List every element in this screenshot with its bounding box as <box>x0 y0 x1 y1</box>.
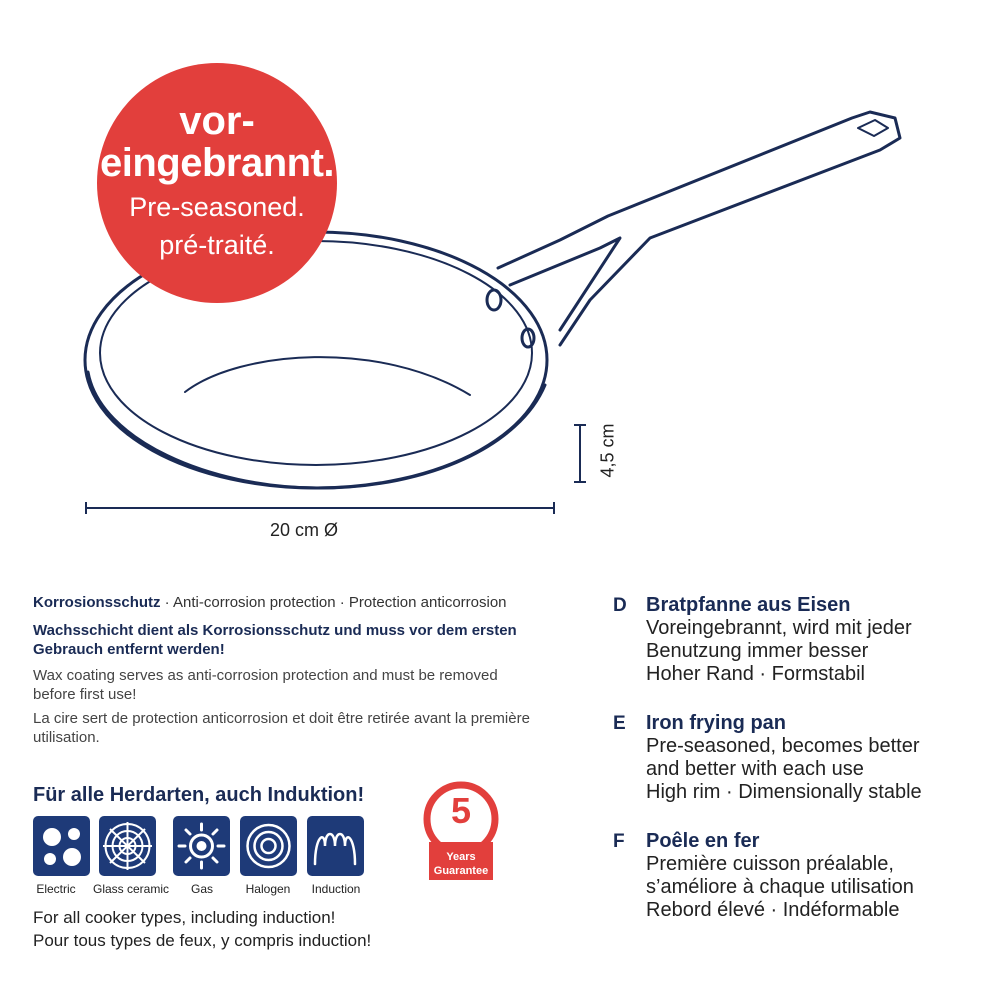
corrosion-heading-rest: · Anti-corrosion protection · Protection anticorrosion <box>160 594 507 611</box>
section-line-en-1: Pre-seasoned, becomes better <box>646 735 920 757</box>
section-line-fr-3: Rebord élevé · Indéformable <box>646 899 900 921</box>
section-line-fr-2: s’améliore à chaque utilisation <box>646 876 914 898</box>
guarantee-number: 5 <box>450 790 472 831</box>
hob-label-gas: Gas <box>190 882 213 896</box>
badge-line-4: pré-traité. <box>159 230 275 260</box>
electric-hob-icon <box>33 816 90 876</box>
glass-ceramic-hob-icon <box>99 816 156 876</box>
badge-line-1: vor- <box>179 99 255 143</box>
induction-hob-icon <box>307 816 364 876</box>
gas-hob-icon <box>173 816 230 876</box>
hob-label-halogen: Halogen <box>245 882 291 896</box>
guarantee-years: Years <box>446 851 476 863</box>
lang-code-en: E <box>613 713 626 734</box>
corrosion-heading <box>33 594 507 611</box>
hob-label-glass-ceramic: Glass ceramic <box>92 882 169 896</box>
section-title-en: Iron frying pan <box>646 712 786 734</box>
width-dimension-label: 20 cm Ø <box>270 520 339 540</box>
section-line-en-3: High rim · Dimensionally stable <box>646 781 922 803</box>
wax-note-en: Wax coating serves as anti-corrosion protection and must be removed before first use! <box>33 667 498 703</box>
wax-note-fr: La cire sert de protection anticorrosion et doit être retirée avant la première utilisation. <box>33 710 530 746</box>
lang-code-fr: F <box>613 831 625 852</box>
hob-title: Für alle Herdarten, auch Induktion! <box>33 784 365 806</box>
badge-line-2: eingebrannt. <box>99 141 335 185</box>
section-line-de-2: Benutzung immer besser <box>646 640 869 662</box>
wax-note-de: Wachsschicht dient als Korrosionsschutz und muss vor dem ersten Gebrauch entfernt werden! <box>33 622 517 658</box>
section-line-de-1: Voreingebrannt, wird mit jeder <box>646 617 912 639</box>
section-line-de-3: Hoher Rand · Formstabil <box>646 663 865 685</box>
section-title-de: Bratpfanne aus Eisen <box>646 594 851 616</box>
halogen-hob-icon <box>240 816 297 876</box>
badge-line-3: Pre-seasoned. <box>129 192 305 222</box>
height-dimension-label: 4,5 cm <box>597 423 618 478</box>
lang-code-de: D <box>613 595 627 616</box>
pre-seasoned-badge <box>97 63 337 303</box>
section-line-fr-1: Première cuisson préalable, <box>646 853 894 875</box>
corrosion-heading-de: Korrosionsschutz <box>33 594 161 611</box>
section-title-fr: Poêle en fer <box>646 830 760 852</box>
hob-footer-en: For all cooker types, including induction! <box>33 908 336 927</box>
hob-footer-fr: Pour tous types de feux, y compris induction! <box>33 931 372 950</box>
section-line-en-2: and better with each use <box>646 758 864 780</box>
guarantee-word: Guarantee <box>433 865 489 877</box>
hob-label-induction: Induction <box>311 882 361 896</box>
hob-label-electric: Electric <box>36 882 76 896</box>
